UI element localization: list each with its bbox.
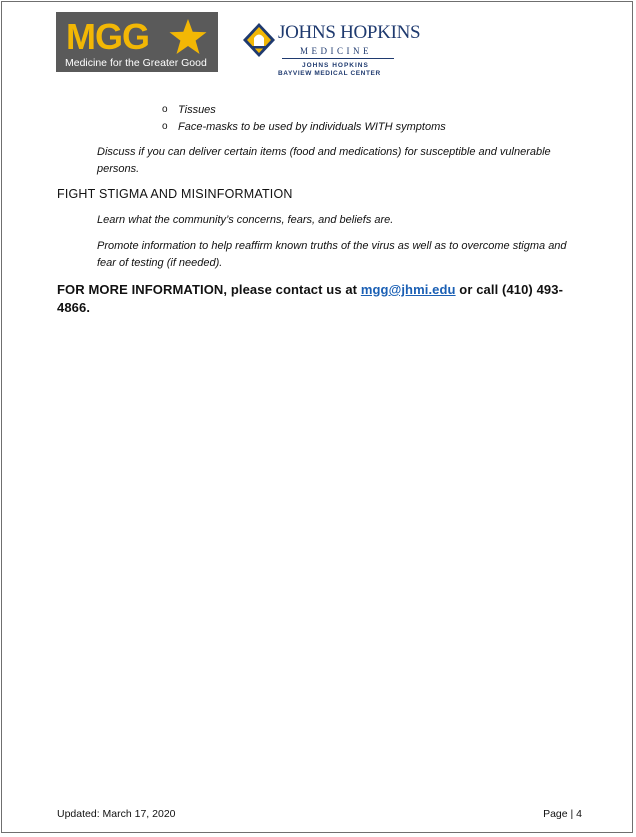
document-page [1, 1, 633, 833]
footer-page-number: Page | 4 [543, 808, 582, 820]
jh-medicine: MEDICINE [300, 46, 372, 56]
mgg-logo [56, 12, 218, 72]
list-item-text: Face-masks to be used by individuals WITH symptoms [178, 121, 446, 133]
contact-lead: FOR MORE INFORMATION [57, 282, 224, 297]
jh-subtitle-1: JOHNS HOPKINS [302, 62, 369, 69]
paragraph-promote: Promote information to help reaffirm known truths of the virus as well as to overcome stigma and fear of testing (if needed). [97, 240, 567, 269]
email-link[interactable]: mgg@jhmi.edu [360, 282, 456, 297]
contact-tail: or call (410) 493-4866. [57, 282, 563, 315]
mgg-tagline: Medicine for the Greater Good [65, 57, 207, 69]
bullet-marker: o [162, 104, 168, 115]
mgg-logo-text: MGG [66, 16, 149, 57]
paragraph-deliver: Discuss if you can deliver certain items (food and medications) for susceptible and vulnerable persons. [97, 146, 551, 175]
shield-icon [242, 22, 276, 58]
star-icon [168, 18, 208, 56]
section-heading: FIGHT STIGMA AND MISINFORMATION [57, 187, 293, 201]
paragraph-learn: Learn what the community’s concerns, fears, and beliefs are. [97, 214, 394, 226]
bullet-marker: o [162, 121, 168, 132]
contact-middle: , please contact us at [223, 282, 361, 297]
jh-subtitle-2: BAYVIEW MEDICAL CENTER [278, 70, 381, 77]
footer-updated: Updated: March 17, 2020 [57, 808, 176, 820]
johns-hopkins-logo [242, 20, 421, 80]
jh-name: JOHNS HOPKINS [278, 22, 421, 43]
contact-info [57, 281, 592, 317]
jh-divider [282, 58, 394, 59]
list-item-text: Tissues [178, 104, 216, 116]
